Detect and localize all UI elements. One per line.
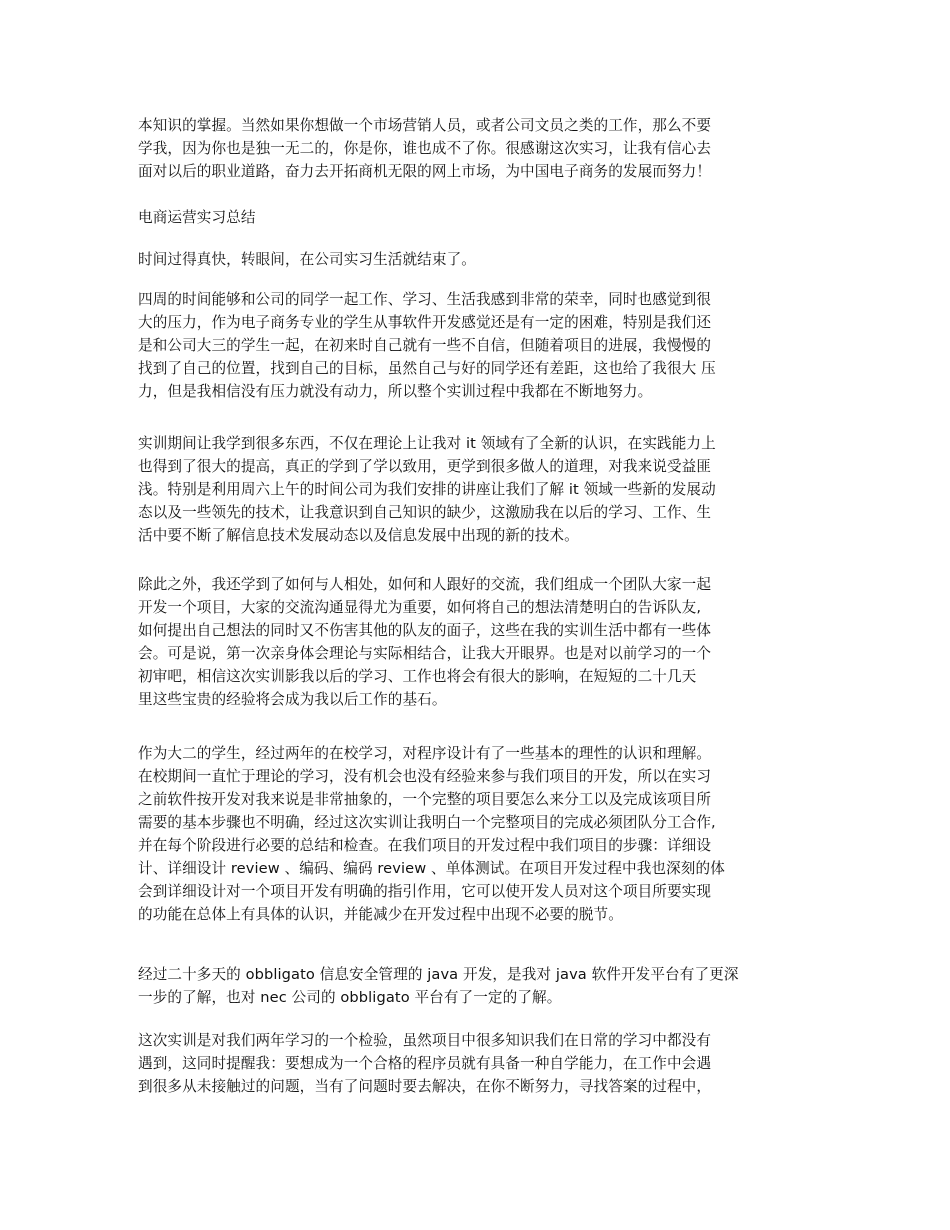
text-line: 浅。特别是利用周六上午的时间公司为我们安排的讲座让我们了解 it 领域一些新的发展动 <box>138 481 716 498</box>
text-line: 活中要不断了解信息技术发展动态以及信息发展中出现的新的技术。 <box>138 527 579 544</box>
text-line: 之前软件按开发对我来说是非常抽象的，一个完整的项目要怎么来分工以及完成该项目所 <box>138 791 712 808</box>
text-line: 面对以后的职业道路，奋力去开拓商机无限的网上市场，为中国电子商务的发展而努力！ <box>138 163 712 180</box>
paragraph-four-weeks <box>138 288 818 403</box>
paragraph-teamwork <box>138 573 818 711</box>
section-heading <box>138 206 818 229</box>
paragraph-intro <box>138 248 818 271</box>
text-line: 的功能在总体上有具体的认识，并能减少在开发过程中出现不必要的脱节。 <box>138 906 623 923</box>
paragraph-project-process <box>138 742 818 926</box>
text-line: 如何提出自己想法的同时又不伤害其他的队友的面子，这些在我的实训生活中都有一些体 <box>138 622 712 639</box>
text-line: 一步的了解，也对 nec 公司的 obbligato 平台有了一定的了解。 <box>138 989 562 1006</box>
paragraph-training-gains <box>138 432 818 547</box>
paragraph-self-learning <box>138 1029 818 1098</box>
text-line: 初审吧，相信这次实训影我以后的学习、工作也将会有很大的影响，在短短的二十几天 <box>138 668 697 685</box>
text-line: 除此之外，我还学到了如何与人相处，如何和人跟好的交流，我们组成一个团队大家一起 <box>138 576 712 593</box>
text-line: 学我，因为你也是独一无二的，你是你，谁也成不了你。很感谢这次实习，让我有信心去 <box>138 140 712 157</box>
text-line: 会到详细设计对一个项目开发有明确的指引作用，它可以使开发人员对这个项目所要实现 <box>138 883 712 900</box>
text-line: 里这些宝贵的经验将会成为我以后工作的基石。 <box>138 691 447 708</box>
text-line: 开发一个项目，大家的交流沟通显得尤为重要，如何将自己的想法清楚明白的告诉队友, <box>138 599 702 616</box>
text-line: 经过二十多天的 obbligato 信息安全管理的 java 开发，是我对 java 软件开发平台有了更深 <box>138 966 739 983</box>
text-line: 计、详细设计 review 、编码、编码 review 、单体测试。在项目开发过程中我也深刻的体 <box>138 860 725 877</box>
text-line: 实训期间让我学到很多东西，不仅在理论上让我对 it 领域有了全新的认识，在实践能力上 <box>138 435 716 452</box>
text-line: 这次实训是对我们两年学习的一个检验，虽然项目中很多知识我们在日常的学习中都没有 <box>138 1032 712 1049</box>
text-line: 找到了自己的位置，找到自己的目标，虽然自己与好的同学还有差距，这也给了我很大 压 <box>138 360 716 377</box>
text-line: 作为大二的学生，经过两年的在校学习，对程序设计有了一些基本的理性的认识和理解。 <box>138 745 712 762</box>
text-line: 到很多从未接触过的问题，当有了问题时要去解决，在你不断努力，寻找答案的过程中， <box>138 1078 712 1095</box>
text-line: 在校期间一直忙于理论的学习，没有机会也没有经验来参与我们项目的开发，所以在实习 <box>138 768 712 785</box>
text-line: 态以及一些领先的技术，让我意识到自己知识的缺少，这激励我在以后的学习、工作、生 <box>138 504 712 521</box>
text-line: 是和公司大三的学生一起，在初来时自己就有一些不自信，但随着项目的进展，我慢慢的 <box>138 337 712 354</box>
text-line: 也得到了很大的提高，真正的学到了学以致用，更学到很多做人的道理，对我来说受益匪 <box>138 458 712 475</box>
paragraph-java-platform <box>138 963 818 1009</box>
text-line: 力，但是我相信没有压力就没有动力，所以整个实训过程中我都在不断地努力。 <box>138 383 653 400</box>
paragraph-career-closing <box>138 114 818 183</box>
heading-text: 电商运营实习总结 <box>138 209 256 226</box>
text-line: 遇到，这同时提醒我：要想成为一个合格的程序员就有具备一种自学能力，在工作中会遇 <box>138 1055 712 1072</box>
text-line: 并在每个阶段进行必要的总结和检查。在我们项目的开发过程中我们项目的步骤：详细设 <box>138 837 712 854</box>
text-line: 会。可是说，第一次亲身体会理论与实际相结合，让我大开眼界。也是对以前学习的一个 <box>138 645 712 662</box>
text-line: 时间过得真快，转眼间，在公司实习生活就结束了。 <box>138 251 476 268</box>
text-line: 四周的时间能够和公司的同学一起工作、学习、生活我感到非常的荣幸，同时也感觉到很 <box>138 291 712 308</box>
text-line: 需要的基本步骤也不明确，经过这次实训让我明白一个完整项目的完成必须团队分工合作, <box>138 814 716 831</box>
text-line: 本知识的掌握。当然如果你想做一个市场营销人员，或者公司文员之类的工作，那么不要 <box>138 117 712 134</box>
text-line: 大的压力，作为电子商务专业的学生从事软件开发感觉还是有一定的困难，特别是我们还 <box>138 314 712 331</box>
